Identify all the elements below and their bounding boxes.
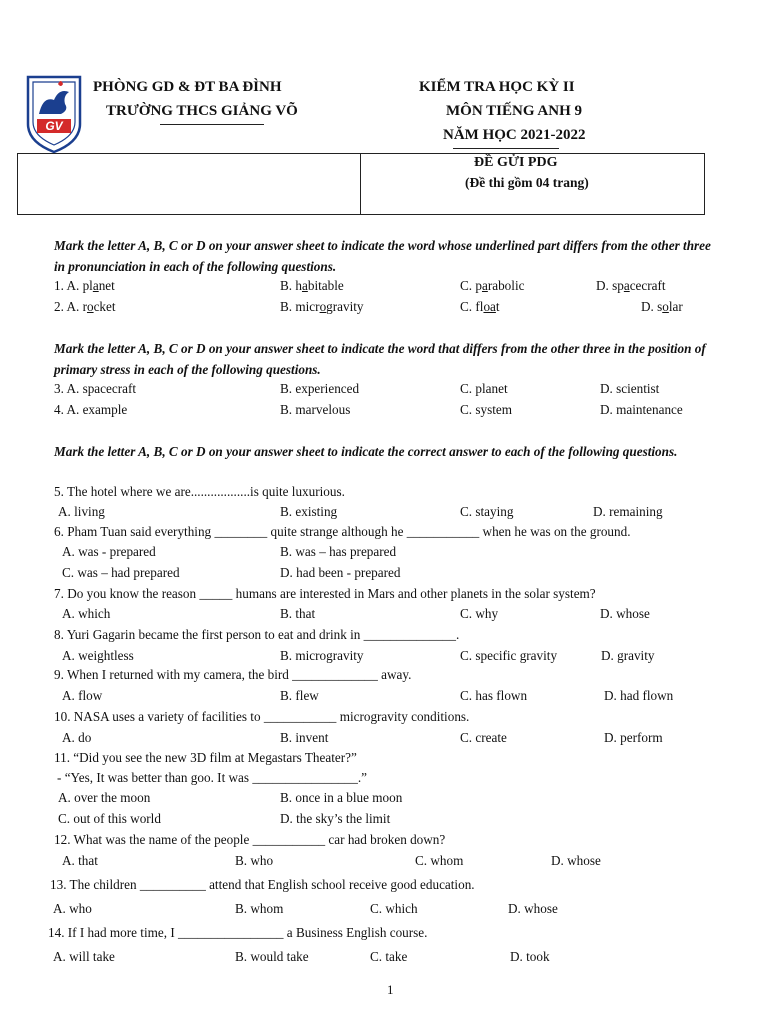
exam-title: KIỂM TRA HỌC KỲ II — [419, 79, 575, 95]
q13-option-d[interactable]: D. whose — [508, 901, 558, 916]
q5-stem: 5. The hotel where we are..................is quite luxurious. — [54, 484, 345, 499]
q7-option-a[interactable]: A. which — [62, 606, 111, 621]
q6-stem: 6. Pham Tuan said everything ________ quite strange although he ___________ when he was on the ground. — [54, 524, 631, 539]
q5-option-b[interactable]: B. existing — [280, 504, 338, 519]
q12-option-d[interactable]: D. whose — [551, 853, 601, 868]
q4-option-b[interactable]: B. marvelous — [280, 402, 351, 417]
q7-option-c[interactable]: C. why — [460, 606, 499, 621]
q9-option-d[interactable]: D. had flown — [604, 688, 674, 703]
q4-option-c[interactable]: C. system — [460, 402, 513, 417]
q3-option-a[interactable]: 3. A. spacecraft — [54, 381, 137, 396]
header-box — [17, 153, 705, 215]
school-name: TRƯỜNG THCS GIẢNG VÕ — [106, 103, 298, 119]
q11-option-d[interactable]: D. the sky’s the limit — [280, 811, 391, 826]
q8-option-d[interactable]: D. gravity — [601, 648, 655, 663]
q8-option-a[interactable]: A. weightless — [62, 648, 134, 663]
q6-option-a[interactable]: A. was - prepared — [62, 544, 156, 559]
q9-stem: 9. When I returned with my camera, the bird _____________ away. — [54, 667, 412, 682]
q12-option-c[interactable]: C. whom — [415, 853, 464, 868]
q13-option-c[interactable]: C. which — [370, 901, 418, 916]
section3-instruction: Mark the letter A, B, C or D on your answer sheet to indicate the correct answer to each of the following questions. — [54, 444, 678, 459]
q9-option-a[interactable]: A. flow — [62, 688, 103, 703]
pages-note: (Đề thi gồm 04 trang) — [465, 175, 589, 190]
q11-option-b[interactable]: B. once in a blue moon — [280, 790, 403, 805]
q2-option-d[interactable]: D. solar — [641, 299, 683, 314]
school-year: NĂM HỌC 2021-2022 — [443, 127, 586, 143]
q5-option-c[interactable]: C. staying — [460, 504, 514, 519]
school-underline — [160, 124, 264, 125]
q3-option-c[interactable]: C. planet — [460, 381, 508, 396]
q1-option-c[interactable]: C. parabolic — [460, 278, 525, 293]
q1-option-a[interactable]: 1. A. planet — [54, 278, 115, 293]
q5-option-a[interactable]: A. living — [58, 504, 105, 519]
q1-option-b[interactable]: B. habitable — [280, 278, 344, 293]
logo-text: GV — [45, 119, 63, 133]
q2-option-c[interactable]: C. float — [460, 299, 500, 314]
dept-name: PHÒNG GD & ĐT BA ĐÌNH — [93, 79, 282, 95]
q7-option-d[interactable]: D. whose — [600, 606, 650, 621]
q14-stem: 14. If I had more time, I ________________ a Business English course. — [48, 925, 428, 940]
header-box-divider — [360, 153, 361, 215]
q7-stem: 7. Do you know the reason _____ humans are interested in Mars and other planets in the solar system? — [54, 586, 596, 601]
q8-option-c[interactable]: C. specific gravity — [460, 648, 558, 663]
q12-stem: 12. What was the name of the people ___________ car had broken down? — [54, 832, 446, 847]
q11-option-c[interactable]: C. out of this world — [58, 811, 161, 826]
q9-option-b[interactable]: B. flew — [280, 688, 319, 703]
q8-option-b[interactable]: B. microgravity — [280, 648, 364, 663]
q7-option-b[interactable]: B. that — [280, 606, 316, 621]
q1-option-d[interactable]: D. spacecraft — [596, 278, 666, 293]
q12-option-b[interactable]: B. who — [235, 853, 274, 868]
school-logo — [25, 74, 83, 154]
q14-option-d[interactable]: D. took — [510, 949, 550, 964]
section2-instruction: Mark the letter A, B, C or D on your answer sheet to indicate the word that differs from the other three in the position of primary stress in each of the following questions. — [54, 341, 706, 377]
page-number: 1 — [387, 982, 394, 997]
q10-option-d[interactable]: D. perform — [604, 730, 663, 745]
q4-option-a[interactable]: 4. A. example — [54, 402, 128, 417]
q10-stem: 10. NASA uses a variety of facilities to ___________ microgravity conditions. — [54, 709, 470, 724]
q10-option-a[interactable]: A. do — [62, 730, 92, 745]
q12-option-a[interactable]: A. that — [62, 853, 98, 868]
q5-option-d[interactable]: D. remaining — [593, 504, 663, 519]
q13-option-b[interactable]: B. whom — [235, 901, 284, 916]
q9-option-c[interactable]: C. has flown — [460, 688, 528, 703]
q11-stem: 11. “Did you see the new 3D film at Megastars Theater?” — [54, 750, 357, 765]
q14-option-a[interactable]: A. will take — [53, 949, 115, 964]
q2-option-a[interactable]: 2. A. rocket — [54, 299, 116, 314]
section1-instruction: Mark the letter A, B, C or D on your answer sheet to indicate the word whose underlined part differs from the other three in pronunciation in each of the following questions. — [54, 238, 711, 274]
q11-option-a[interactable]: A. over the moon — [58, 790, 151, 805]
q13-option-a[interactable]: A. who — [53, 901, 92, 916]
q4-option-d[interactable]: D. maintenance — [600, 402, 683, 417]
q11-stem-reply: - “Yes, It was better than goo. It was ________________.” — [57, 770, 367, 785]
q3-option-b[interactable]: B. experienced — [280, 381, 360, 396]
q3-option-d[interactable]: D. scientist — [600, 381, 660, 396]
q13-stem: 13. The children __________ attend that English school receive good education. — [50, 877, 475, 892]
exam-subject: MÔN TIẾNG ANH 9 — [446, 103, 582, 119]
doc-type: ĐỀ GỬI PDG — [474, 155, 558, 170]
q10-option-b[interactable]: B. invent — [280, 730, 329, 745]
q6-option-b[interactable]: B. was – has prepared — [280, 544, 397, 559]
q6-option-d[interactable]: D. had been - prepared — [280, 565, 401, 580]
q14-option-b[interactable]: B. would take — [235, 949, 309, 964]
q10-option-c[interactable]: C. create — [460, 730, 507, 745]
q8-stem: 8. Yuri Gagarin became the first person to eat and drink in ______________. — [54, 627, 460, 642]
q14-option-c[interactable]: C. take — [370, 949, 408, 964]
q6-option-c[interactable]: C. was – had prepared — [62, 565, 180, 580]
year-underline — [453, 148, 559, 149]
q2-option-b[interactable]: B. microgravity — [280, 299, 364, 314]
